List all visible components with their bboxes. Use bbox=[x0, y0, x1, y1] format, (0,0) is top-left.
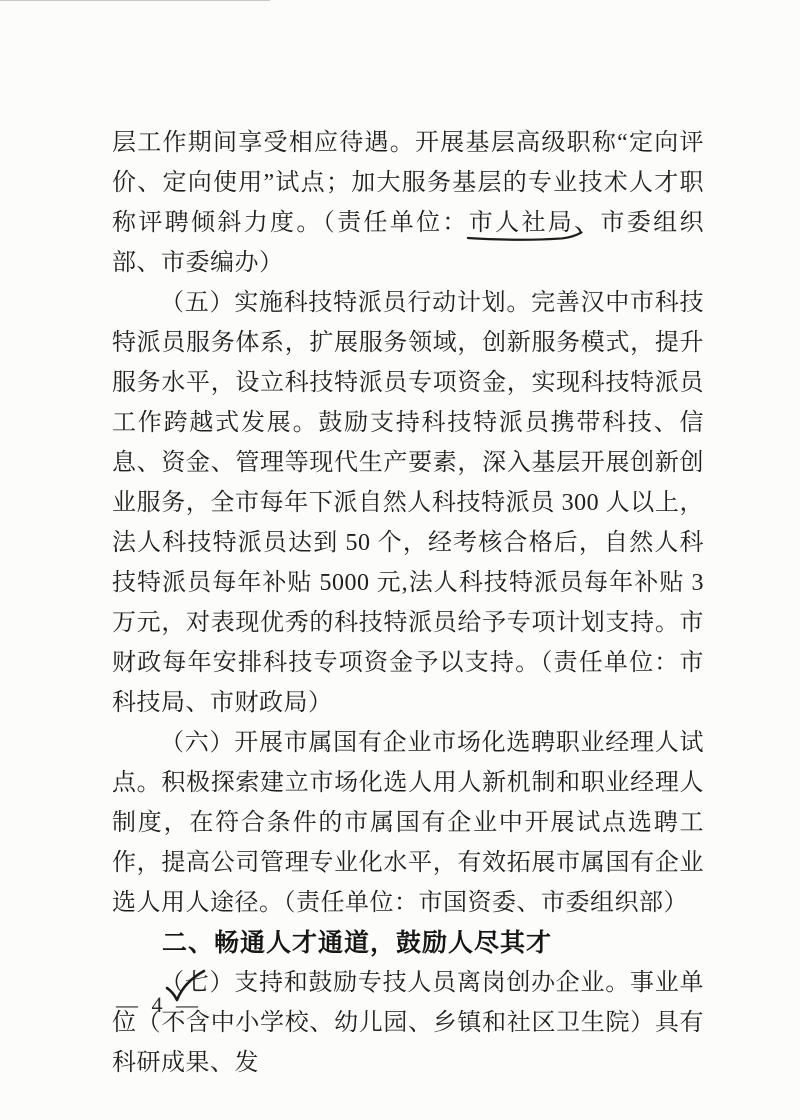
paragraph-text: （七）支持和鼓励专技人员离岗创办企业。事业单位（不含中小学校、幼儿园、乡镇和社区卫生院）具有科研成果、发 bbox=[112, 970, 704, 1076]
underlined-responsible-unit bbox=[469, 210, 574, 236]
page-number: — 4 — bbox=[116, 992, 202, 1017]
paragraph-item-five: （五）实施科技特派员行动计划。完善汉中市科技特派员服务体系，扩展服务领域，创新服务模式，提升服务水平，设立科技特派员专项资金，实现科技特派员工作跨越式发展。鼓励支持科技特派员携带科技、信息、资金、管理等现代生产要素，深入基层开展创新创业服务，全市每年下派自然人科技特派员 300 人以上，法人科技特派员达到 50 个，经考核合格后，自然人科技特派员每年补贴 5000 元,法人科技特派员每年补贴 3 万元，对表现优秀的科技特派员给予专项计划支持。市财政每年安排科技专项资金予以支持。（责任单位：市科技局、市财政局） bbox=[112, 290, 704, 716]
scan-edge-artifact bbox=[0, 0, 270, 1]
section-heading: 二、畅通人才通道，鼓励人尽其才 bbox=[162, 929, 553, 957]
paragraph-text: 层工作期间享受相应待遇。开展基层高级职称“定向评价、定向使用”试点；加大服务基层的专业技术人才职称评聘倾斜力度。（责任单位： bbox=[112, 130, 704, 236]
paragraph-item-seven bbox=[112, 963, 704, 1083]
paragraph-item-six: （六）开展市属国有企业市场化选聘职业经理人试点。积极探索建立市场化选人用人新机制和职业经理人制度，在符合条件的市属国有企业中开展试点选聘工作，提高公司管理专业化水平，有效拓展市属国有企业选人用人途径。（责任单位：市国资委、市委组织部） bbox=[112, 730, 704, 916]
document-body bbox=[112, 123, 704, 1083]
paragraph-continuation bbox=[112, 123, 704, 283]
paragraph-text: 、市委组织部、市委编办） bbox=[112, 210, 705, 276]
underlined-text: 市人社局 bbox=[468, 210, 575, 236]
